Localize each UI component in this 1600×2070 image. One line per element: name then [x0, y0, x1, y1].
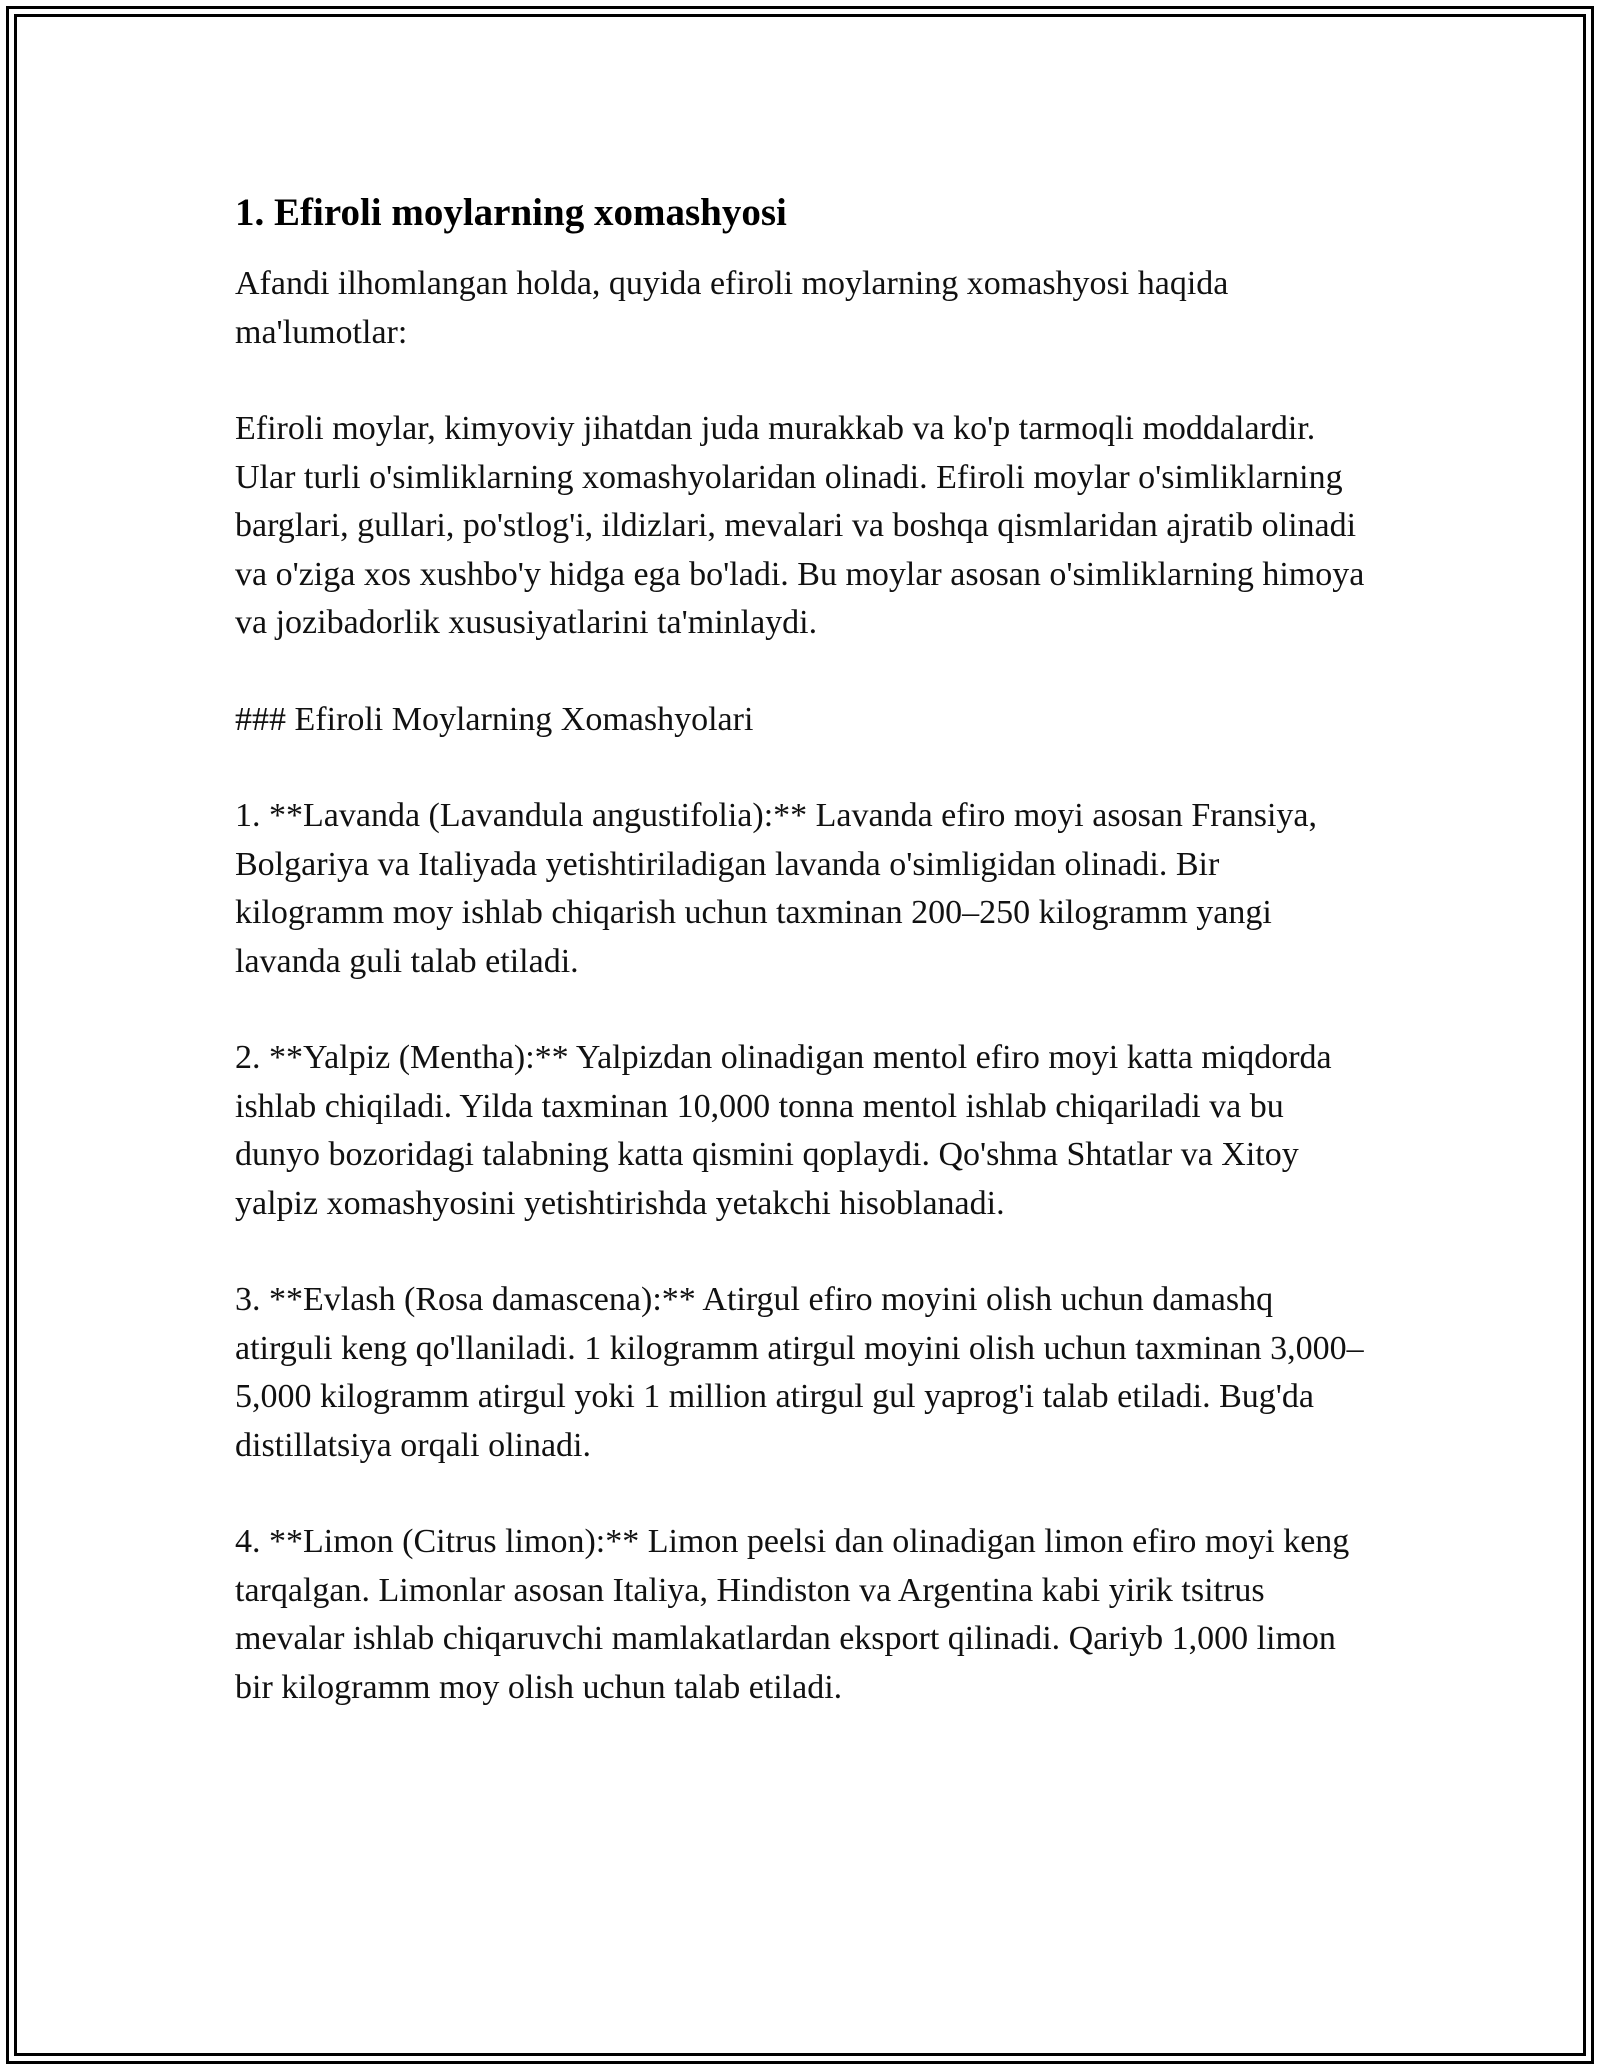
- intro-paragraph: Afandi ilhomlangan holda, quyida efiroli moylarning xomashyosi haqida ma'lumotlar:: [235, 265, 1229, 351]
- list-item-limon: 4. **Limon (Citrus limon):** Limon peelsi dan olinadigan limon efiro moyi keng tarqalgan. Limonlar asosan Italiya, Hindiston va Argentina kabi yirik tsitrus mevalar ishlab chiqaruvchi mamlakatlardan eksport qilinadi. Qariyb 1,000 limon bir kilogramm moy olish uchun talab etiladi.: [235, 1523, 1350, 1706]
- section-heading-paragraph: ### Efiroli Moylarning Xomashyolari: [235, 700, 754, 738]
- list-item-lavanda: 1. **Lavanda (Lavandula angustifolia):** Lavanda efiro moyi asosan Fransiya, Bolgariya va Italiyada yetishtiriladigan lavanda o'simligidan olinadi. Bir kilogramm moy ishlab chiqarish uchun taxminan 200–250 kilogramm yangi lavanda guli talab etiladi.: [235, 797, 1317, 980]
- list-item-evlash: 3. **Evlash (Rosa damascena):** Atirgul efiro moyini olish uchun damashq atirguli keng qo'llaniladi. 1 kilogramm atirgul moyini olish uchun taxminan 3,000–5,000 kilogramm atirgul yoki 1 million atirgul gul yaprog'i talab etiladi. Bug'da distillatsiya orqali olinadi.: [235, 1281, 1364, 1464]
- overview-paragraph: Efiroli moylar, kimyoviy jihatdan juda murakkab va ko'p tarmoqli moddalardir. Ular turli o'simliklarning xomashyolaridan olinadi. Efiroli moylar o'simliklarning barglari, gullari, po'stlog'i, ildizlari, mevalari va boshqa qismlaridan ajratib olinadi va o'ziga xos xushbo'y hidga ega bo'ladi. Bu moylar asosan o'simliklarning himoya va jozibadorlik xususiyatlarini ta'minlaydi.: [235, 410, 1365, 641]
- document-body: [235, 188, 1375, 1760]
- list-item-yalpiz: 2. **Yalpiz (Mentha):** Yalpizdan olinadigan mentol efiro moyi katta miqdorda ishlab chiqiladi. Yilda taxminan 10,000 tonna mentol ishlab chiqariladi va bu dunyo bozoridagi talabning katta qismini qoplaydi. Qo'shma Shtatlar va Xitoy yalpiz xomashyosini yetishtirishda yetakchi hisoblanadi.: [235, 1039, 1332, 1222]
- document-title: 1. Efiroli moylarning xomashyosi: [235, 191, 787, 234]
